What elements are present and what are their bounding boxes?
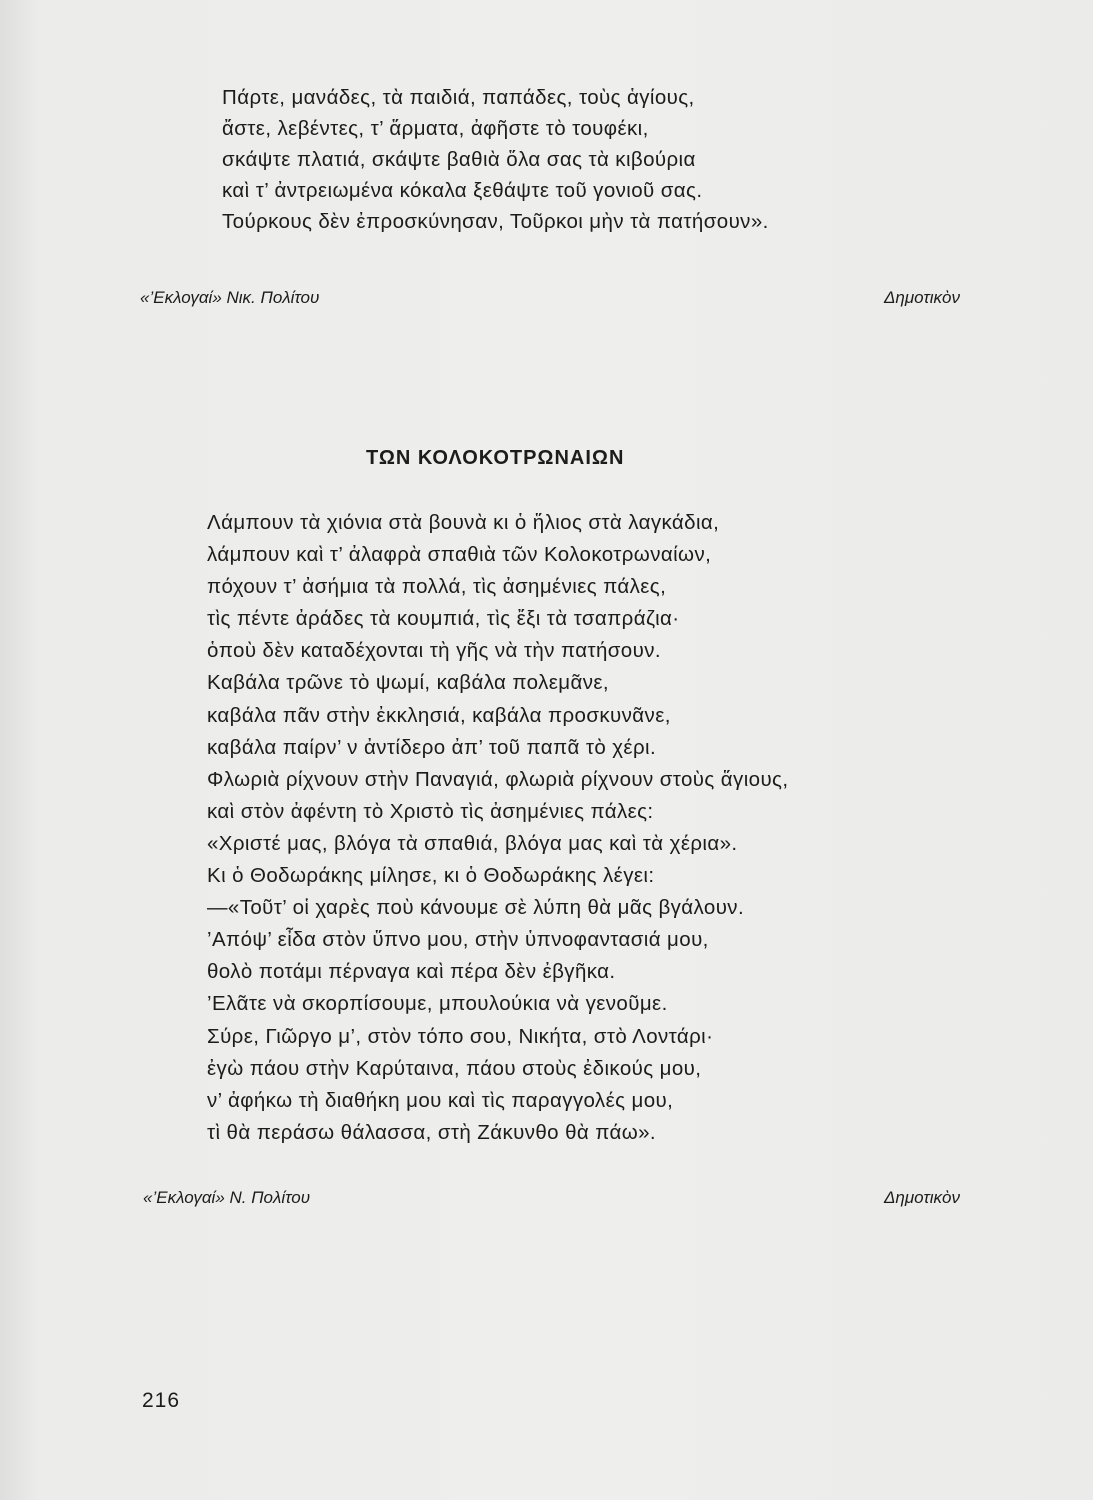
poem-line: καβάλα πᾶν στὴν ἐκκλησιά, καβάλα προσκυνᾶνε, [207,703,671,727]
poem-line: Φλωριὰ ρίχνουν στὴν Παναγιά, φλωριὰ ρίχνουν στοὺς ἅγιους, [207,767,789,791]
poem-line: —«Τοῦτ’ οἱ χαρὲς ποὺ κάνουμε σὲ λύπη θὰ μᾶς βγάλουν. [207,896,745,920]
poem-line: θολὸ ποτάμι πέρναγα καὶ πέρα δὲν ἐβγῆκα. [207,960,616,984]
poem-line: Τούρκους δὲν ἐπροσκύνησαν, Τοῦρκοι μὴν τὰ πατήσουν». [222,210,769,233]
poem-line: ’Απόψ’ εἶδα στὸν ὕπνο μου, στὴν ὑπνοφαντασιά μου, [207,928,709,952]
poem-line: ν’ ἀφήκω τὴ διαθήκη μου καὶ τὶς παραγγολές μου, [207,1088,674,1112]
page-number: 216 [142,1389,181,1412]
poem-line: Καβάλα τρῶνε τὸ ψωμί, καβάλα πολεμᾶνε, [207,671,610,695]
poem-line: Πάρτε, μανάδες, τὰ παιδιά, παπάδες, τοὺς ἁγίους, [222,86,695,109]
poem1-genre: Δημοτικὸν [884,288,960,307]
poem-line: ἄστε, λεβέντες, τ’ ἅρματα, ἀφῆστε τὸ τουφέκι, [222,117,649,140]
poem-line: λάμπουν καὶ τ’ ἀλαφρὰ σπαθιὰ τῶν Κολοκοτρωναίων, [207,543,712,567]
poem-line: «Χριστέ μας, βλόγα τὰ σπαθιά, βλόγα μας καὶ τὰ χέρια». [207,831,738,855]
poem-line: σκάψτε πλατιά, σκάψτε βαθιὰ ὅλα σας τὰ κιβούρια [222,148,696,171]
poem-line: ἐγὼ πάου στὴν Καρύταινα, πάου στοὺς ἐδικούς μου, [207,1056,702,1080]
poem-title: ΤΩΝ ΚΟΛΟΚΟΤΡΩΝΑΙΩΝ [366,447,625,469]
poem2-source: «’Εκλογαί» Ν. Πολίτου [143,1188,311,1207]
poem-line: Σύρε, Γιῶργο μ’, στὸν τόπο σου, Νικήτα, στὸ Λοντάρι· [207,1024,714,1048]
poem-line: τὶς πέντε ἀράδες τὰ κουμπιά, τὶς ἔξι τὰ τσαπράζια· [207,607,680,631]
poem1-source: «’Εκλογαί» Νικ. Πολίτου [140,288,320,307]
poem-line: τὶ θὰ περάσω θάλασσα, στὴ Ζάκυνθο θὰ πάω». [207,1120,657,1144]
poem-line: Κι ὁ Θοδωράκης μίλησε, κι ὁ Θοδωράκης λέγει: [207,864,655,888]
poem-line: πόχουν τ’ ἀσήμια τὰ πολλά, τὶς ἀσημένιες πάλες, [207,575,667,599]
poem-line: ’Ελᾶτε νὰ σκορπίσουμε, μπουλούκια νὰ γενοῦμε. [207,992,668,1016]
poem-line: καβάλα παίρν’ ν ἀντίδερο ἀπ’ τοῦ παπᾶ τὸ χέρι. [207,735,657,759]
poem-line: καὶ τ’ ἀντρειωμένα κόκαλα ξεθάψτε τοῦ γονιοῦ σας. [222,179,703,202]
poem-ending-stanza [222,82,1022,237]
poem-body [207,507,1057,1149]
poem-line: καὶ στὸν ἀφέντη τὸ Χριστὸ τὶς ἀσημένιες πάλες: [207,799,654,823]
poem2-genre: Δημοτικὸν [884,1188,960,1207]
poem-line: ὁποὺ δὲν καταδέχονται τὴ γῆς νὰ τὴν πατήσουν. [207,639,661,663]
poem-line: Λάμπουν τὰ χιόνια στὰ βουνὰ κι ὁ ἥλιος στὰ λαγκάδια, [207,511,720,534]
